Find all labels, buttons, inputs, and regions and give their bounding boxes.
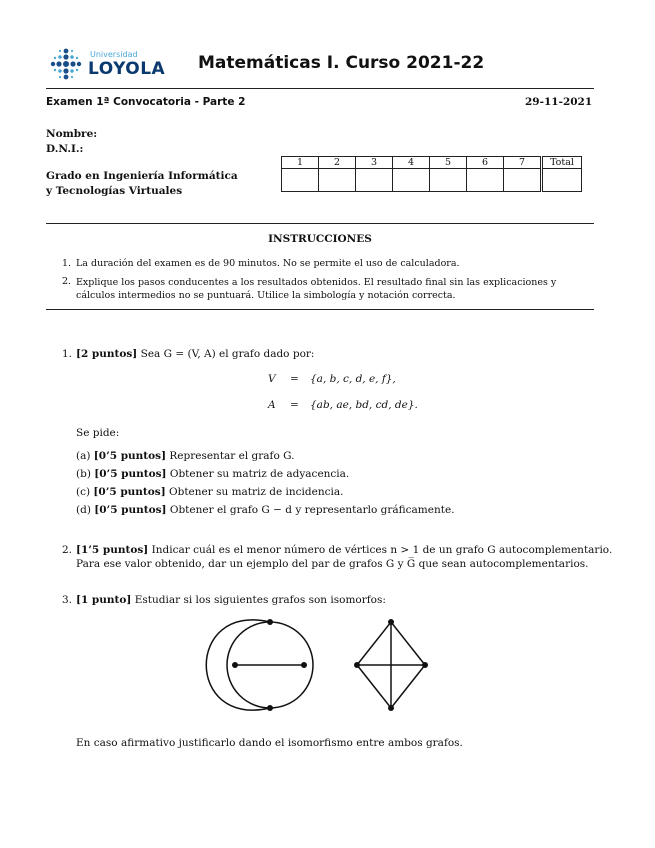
q1-part-c-points: [0’5 puntos] bbox=[93, 486, 166, 498]
score-header-3: 3 bbox=[356, 157, 393, 169]
score-header-6: 6 bbox=[467, 157, 504, 169]
instruction-1-text: La duración del examen es de 90 minutos. No se permite el uso de calculadora. bbox=[76, 258, 460, 269]
score-cell-1 bbox=[282, 169, 319, 192]
q3-statement bbox=[76, 594, 386, 606]
score-header-4: 4 bbox=[393, 157, 430, 169]
score-cell-4 bbox=[393, 169, 430, 192]
instruction-1-number: 1. bbox=[62, 258, 72, 269]
q3-footer: En caso afirmativo justificarlo dando el isomorfismo entre ambos grafos. bbox=[76, 737, 463, 749]
score-header-5: 5 bbox=[430, 157, 467, 169]
score-cell-total bbox=[542, 169, 582, 192]
graph-1-vertex-right bbox=[301, 662, 307, 668]
instruction-2-number: 2. bbox=[62, 276, 72, 287]
q1-part-a-text: Representar el grafo G. bbox=[169, 450, 295, 462]
university-logo bbox=[48, 46, 168, 82]
score-cell-2 bbox=[319, 169, 356, 192]
q1-part-c-text: Obtener su matriz de incidencia. bbox=[169, 486, 344, 498]
q1-statement bbox=[76, 348, 314, 360]
q3-points: [1 punto] bbox=[76, 594, 132, 606]
score-cell-5 bbox=[430, 169, 467, 192]
q2-line-1-text: Indicar cuál es el menor número de vértices n > 1 de un grafo G autocomplementario. bbox=[151, 544, 613, 556]
q1-part-c-label: (c) bbox=[76, 486, 91, 498]
score-header-7: 7 bbox=[504, 157, 542, 169]
score-header-total: Total bbox=[542, 157, 582, 169]
graph-2-vertex-right bbox=[422, 662, 428, 668]
graph-1-vertex-top bbox=[267, 619, 273, 625]
degree-line-2: y Tecnologías Virtuales bbox=[46, 185, 183, 197]
q1-part-b bbox=[76, 468, 349, 480]
q1-part-a-label: (a) bbox=[76, 450, 91, 462]
graph-2-figure bbox=[350, 612, 432, 717]
q3-number: 3. bbox=[62, 594, 73, 606]
score-cell-7 bbox=[504, 169, 542, 192]
q1-se-pide: Se pide: bbox=[76, 427, 120, 439]
q1-number: 1. bbox=[62, 348, 73, 360]
page-title: Matemáticas I. Curso 2021-22 bbox=[198, 53, 485, 73]
score-cell-6 bbox=[467, 169, 504, 192]
instructions-bottom-divider bbox=[46, 309, 594, 310]
graph-1-figure bbox=[200, 612, 320, 717]
graph-1-vertex-bottom bbox=[267, 705, 273, 711]
q1-eq1-rhs: {a, b, c, d, e, f}, bbox=[310, 373, 396, 385]
q1-part-a-points: [0’5 puntos] bbox=[93, 450, 167, 462]
q1-points: [2 puntos] bbox=[76, 348, 138, 360]
header-divider bbox=[46, 88, 594, 89]
q1-part-c bbox=[76, 486, 343, 498]
graph-2-vertex-left bbox=[354, 662, 360, 668]
q1-eq2-lhs: A bbox=[268, 399, 276, 411]
score-header-1: 1 bbox=[282, 157, 319, 169]
q1-part-a bbox=[76, 450, 294, 462]
instruction-2-text: Explique los pasos conducentes a los resultados obtenidos. El resultado final sin las explicaciones y cálculos intermedios no se puntuará. Utilice la simbología y notación correcta. bbox=[76, 277, 557, 301]
graph-2-edge-bottom-left bbox=[357, 665, 391, 708]
graph-2-edge-bottom-right bbox=[391, 665, 425, 708]
name-label: Nombre: bbox=[46, 128, 98, 140]
graph-1-vertex-left bbox=[232, 662, 238, 668]
logo-university-text: Universidad bbox=[90, 50, 138, 59]
q2-line-1 bbox=[76, 544, 613, 556]
score-table bbox=[281, 156, 582, 192]
q1-eq1-sign: = bbox=[290, 373, 299, 385]
exam-date: 29-11-2021 bbox=[525, 96, 593, 108]
exam-label: Examen 1ª Convocatoria - Parte 2 bbox=[46, 96, 246, 108]
q1-part-b-label: (b) bbox=[76, 468, 91, 480]
q1-text: Sea G = (V, A) el grafo dado por: bbox=[140, 348, 315, 360]
instructions-title: INSTRUCCIONES bbox=[268, 233, 372, 245]
q1-part-d-label: (d) bbox=[76, 504, 91, 516]
graph-2-edge-top-left bbox=[357, 622, 391, 665]
q2-number: 2. bbox=[62, 544, 73, 556]
q2-line-2: Para ese valor obtenido, dar un ejemplo del par de grafos G y G̅ que sean autocomplementarios. bbox=[76, 558, 589, 570]
q1-part-b-points: [0’5 puntos] bbox=[94, 468, 167, 480]
q1-eq2-sign: = bbox=[290, 399, 299, 411]
instructions-top-divider bbox=[46, 223, 594, 224]
q1-eq2-rhs: {ab, ae, bd, cd, de}. bbox=[310, 399, 418, 411]
score-header-2: 2 bbox=[319, 157, 356, 169]
q1-part-d-text: Obtener el grafo G − d y representarlo gráficamente. bbox=[169, 504, 455, 516]
q3-text: Estudiar si los siguientes grafos son isomorfos: bbox=[134, 594, 386, 606]
q1-part-d-points: [0’5 puntos] bbox=[94, 504, 167, 516]
graph-2-vertex-top bbox=[388, 619, 394, 625]
degree-line-1: Grado en Ingeniería Informática bbox=[46, 170, 238, 182]
graph-2-edge-top-right bbox=[391, 622, 425, 665]
graph-2-vertex-bottom bbox=[388, 705, 394, 711]
logo-loyola-text: LOYOLA bbox=[88, 59, 166, 79]
logo-cross-icon bbox=[48, 46, 84, 82]
q1-part-b-text: Obtener su matriz de adyacencia. bbox=[169, 468, 350, 480]
q1-part-d bbox=[76, 504, 455, 516]
score-cell-3 bbox=[356, 169, 393, 192]
q2-points: [1’5 puntos] bbox=[76, 544, 149, 556]
q1-eq1-lhs: V bbox=[268, 373, 276, 385]
dni-label: D.N.I.: bbox=[46, 143, 84, 155]
